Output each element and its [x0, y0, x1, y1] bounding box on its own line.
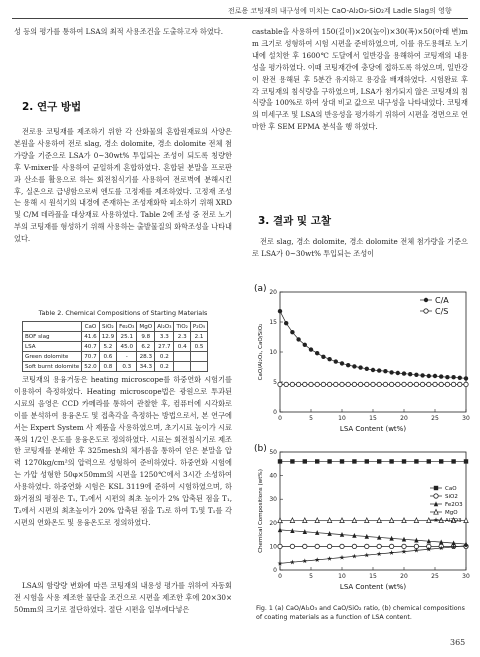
legend-entry — [420, 296, 449, 305]
y-tick-label: 20 — [269, 519, 277, 527]
data-point — [365, 544, 369, 548]
table-cell: 52.0 — [82, 362, 99, 372]
series-c-a — [278, 306, 468, 381]
data-point — [402, 544, 406, 548]
methods-paragraph-2 — [14, 374, 232, 529]
data-point — [278, 544, 282, 548]
legend-label: CaO — [445, 485, 457, 492]
data-point — [278, 459, 282, 463]
data-point — [371, 368, 375, 372]
materials-table — [22, 321, 208, 372]
table-header-cell: MgO — [137, 322, 155, 332]
table-header-row — [23, 322, 208, 332]
table-row — [23, 342, 208, 352]
data-point — [315, 382, 319, 386]
data-point — [414, 373, 418, 377]
data-point — [433, 374, 437, 378]
data-point — [315, 459, 319, 463]
header-rule — [12, 18, 468, 19]
data-point — [352, 544, 356, 548]
y-tick-label: 20 — [269, 289, 277, 296]
table-header-cell: P₂O₅ — [190, 322, 207, 332]
x-tick-label: 5 — [309, 415, 313, 422]
table-cell — [174, 352, 190, 362]
data-point — [389, 382, 393, 386]
data-point — [402, 459, 406, 463]
x-tick-label: 30 — [462, 573, 470, 580]
series-c-s — [278, 382, 468, 386]
data-point — [290, 330, 294, 334]
x-tick-label: 25 — [431, 415, 439, 422]
legend-entry — [430, 509, 458, 516]
table-cell: 6.2 — [137, 342, 155, 352]
y-tick-label: 10 — [269, 543, 277, 551]
data-point — [389, 544, 393, 548]
data-point — [290, 544, 294, 548]
data-point — [402, 382, 406, 386]
panel-label: (b) — [254, 444, 267, 454]
legend-entry — [430, 494, 458, 500]
data-point — [296, 382, 300, 386]
data-point — [445, 375, 449, 379]
y-tick-label: 0 — [273, 409, 277, 416]
chart-a — [252, 280, 472, 440]
data-point — [334, 359, 338, 363]
data-point — [420, 382, 424, 386]
table-row-label: BOF slag — [23, 332, 82, 342]
x-tick-label: 20 — [400, 415, 408, 422]
table-row — [23, 362, 208, 372]
data-point — [334, 382, 338, 386]
data-point — [377, 368, 381, 372]
x-tick-label: 0 — [278, 415, 282, 422]
data-point — [433, 382, 437, 386]
x-tick-label: 10 — [338, 415, 346, 422]
legend-label: C/S — [435, 306, 449, 316]
data-point — [358, 382, 362, 386]
data-point — [383, 382, 387, 386]
table-header-cell: Fe₂O₃ — [117, 322, 137, 332]
y-axis-label: Chemical Compositions (wt%) — [258, 469, 264, 553]
table-row-label: Green dolomite — [23, 352, 82, 362]
data-point — [383, 369, 387, 373]
table-cell: 0.6 — [99, 352, 116, 362]
data-point — [321, 355, 325, 359]
data-point — [464, 382, 468, 386]
methods-text-1: 전로용 코팅재를 제조하기 위한 각 산화물의 혼합원재료의 사양은 본원을 사용하여 전로 slag, 경소 dolomite, 경소 dolomite 전체 첨가량을 기준으로 LSA가 0~30wt% 투입되는 조성이 되도록 칭량한 후 V-mixer를 사용하여 균일하게 혼합하였다. 혼합된 분말을 프로판과 산소를 활용으로 하는 회전침식기를 사용하여 전로벽에 분해시킨 후, 실온으로 급냉함으로써 엔도를 고정재를 제조하였다. 고정재 조성는 용해 시 원석기의 내경에 존재하는 조성재화학 피소하기 위해 XRD 및 C/M 데라플을 대상재료 사용하였다. Table 2에 조성 중 전로 노기부의 코팅재를 형성하기 위해 사용하는 출발물질의 화학조성을 나타내었다. — [14, 127, 232, 244]
data-point — [327, 459, 331, 463]
table-cell: 0.2 — [155, 352, 174, 362]
data-point — [321, 382, 325, 386]
data-point — [327, 382, 331, 386]
x-tick-label: 25 — [431, 573, 439, 580]
table-caption: Table 2. Chemical Compositions of Starting Materials — [38, 309, 208, 317]
data-point — [284, 321, 288, 325]
table-cell: 0.3 — [117, 362, 137, 372]
data-point — [290, 382, 294, 386]
legend-label: Fe2O3 — [445, 501, 463, 508]
x-tick-label: 5 — [309, 573, 313, 580]
table-header-cell: TiO₂ — [174, 322, 190, 332]
x-tick-label: 15 — [369, 573, 377, 580]
y-tick-label: 30 — [269, 496, 277, 504]
methods-text-3: LSA의 함량량 변화에 따른 코팅재의 내용성 평가를 위하여 자동회전 시험을 사용 제조한 물단을 조건으로 시편을 제조한 후에 20×30×50mm의 크기로 절단하였다. 절단 시편을 일부에다넣은 — [14, 581, 232, 614]
table-header-cell: CaO — [82, 322, 99, 332]
table-cell: 2.3 — [174, 332, 190, 342]
results-text: 전로 slag, 경소 dolomite, 경소 dolomite 전체 첨가량을 기준으로 LSA가 0~30wt% 투입되는 조성이 — [252, 237, 468, 258]
plot-frame — [280, 452, 466, 570]
table-cell: 5.2 — [99, 342, 116, 352]
data-point — [327, 357, 331, 361]
table-cell — [190, 352, 207, 362]
table-cell: 70.7 — [82, 352, 99, 362]
data-point — [408, 382, 412, 386]
data-point — [315, 351, 319, 355]
series-line — [280, 530, 466, 544]
data-point — [346, 363, 350, 367]
table-cell: 0.5 — [190, 342, 207, 352]
data-point — [290, 459, 294, 463]
methods-paragraph-1 — [14, 126, 232, 245]
data-point — [458, 376, 462, 380]
legend-entry — [430, 486, 457, 492]
data-point — [303, 382, 307, 386]
legend-marker — [424, 309, 428, 313]
data-point — [303, 544, 307, 548]
data-point — [445, 382, 449, 386]
table-cell — [190, 362, 207, 372]
data-point — [464, 459, 468, 463]
y-tick-label: 15 — [269, 319, 277, 326]
table-cell: 9.8 — [137, 332, 155, 342]
data-point — [377, 382, 381, 386]
data-point — [427, 459, 431, 463]
data-point — [340, 382, 344, 386]
x-tick-label: 15 — [369, 415, 377, 422]
table-row — [23, 352, 208, 362]
right-intro-paragraph: castable을 사용하여 150(길이)×20(높이)×30(폭)×50(아래 변)mm 크기로 성형하여 시험 시편을 준비하였으며, 이를 유도용해로 노기내에 설치한 후 1600℃ 도달에서 일반강을 용해하여 코팅재의 내용성을 평가하였다. 이때 코팅재간에 충당에 접하도록 하였으며, 일반강이 완전 용해된 후 5분간 유지하고 용강을 배재하였다. 시험완료 후 각 코팅재의 침식량을 구하였으며, LSA가 첨가되지 않은 코팅재의 침식량을 100%로 하여 상대 비교 값으로 내구성을 나타내었다. 코팅재의 미세구조 및 LSA의 반응성을 평가하기 위하여 시편을 경면으로 연마한 후 SEM EPMA 분석을 행 하였다. — [252, 27, 468, 132]
data-point — [365, 382, 369, 386]
data-point — [389, 370, 393, 374]
data-point — [309, 382, 313, 386]
section-3-heading: 3. 결과 및 고찰 — [258, 215, 331, 227]
data-point — [396, 371, 400, 375]
table-header-cell: Al₂O₃ — [155, 322, 174, 332]
data-point — [365, 459, 369, 463]
table-row-label: Soft burnt dolomite — [23, 362, 82, 372]
methods-paragraph-3 — [14, 580, 232, 616]
data-point — [377, 459, 381, 463]
table-cell: 25.1 — [117, 332, 137, 342]
running-title: 전로용 코팅재의 내구성에 미치는 CaO-Al₂O₃-SiO₂계 Ladle Slag의 영향 — [228, 7, 452, 15]
data-point — [408, 372, 412, 376]
intro-paragraph: 성 등의 평가를 통하여 LSA의 최적 사용조건을 도출하고자 하였다. — [14, 27, 224, 36]
left-intro-text — [14, 26, 232, 38]
table-cell: 27.7 — [155, 342, 174, 352]
x-axis-label: LSA Content (wt%) — [339, 583, 407, 591]
legend-marker — [434, 494, 438, 498]
page-number: 365 — [450, 638, 466, 647]
table-header-cell: SiO₂ — [99, 322, 116, 332]
table-cell: 41.6 — [82, 332, 99, 342]
legend-marker — [434, 486, 438, 490]
data-point — [451, 459, 455, 463]
table-cell: 0.8 — [99, 362, 116, 372]
legend-label: MgO — [445, 509, 458, 516]
results-paragraph — [252, 236, 468, 260]
y-axis-label: CaO/Al₂O₃, CaO/SiO₂ — [258, 323, 264, 381]
data-point — [451, 382, 455, 386]
methods-text-2: 코팅재의 용융거동은 heating microscope를 하중연화 시험기를 이용하여 측정하였다. Heating microscope법은 광원으로 투과된 시료의 음영은 CCD 카메라를 통하여 관찰한 후, 컴퓨터에 시각화로 이를 분석하여 용융온도 및 접촉각을 측정하는 방법으로서, 본 연구에서는 Expert System 사 제품을 사용하였으며, 초기시료 높이가 시료 폭의 1/2인 온도를 용융온도로 정의하였다. 시료는 회전침식기로 제조한 코팅재를 분쇄한 후 325mesh의 체가름을 통하여 얻은 분말을 압력 1270kg/cm²의 압력으로 성형하여 준비하였다. 하중연화 시험에는 가압 성형한 50φ×50mm의 시편을 1250℃에서 3시간 소성하여 사용하였다. 하중연화 시험은 KSL 3119에 준하여 시험하였으며, 하화거점의 평점은 T₁, T₂에서 시편의 최초 높이가 2% 압축된 점을 T₁, T₂에서 시편의 최초높이가 20% 압축된 점을 T₂로 하여 T₂및 T₁를 각 시편의 연화온도 및 용융온도로 정의하였다. — [14, 375, 232, 527]
data-point — [396, 382, 400, 386]
table-cell: 0.2 — [155, 362, 174, 372]
data-point — [427, 374, 431, 378]
data-point — [303, 459, 307, 463]
data-point — [427, 382, 431, 386]
y-tick-label: 0 — [273, 567, 277, 574]
data-point — [414, 459, 418, 463]
data-point — [371, 382, 375, 386]
table-row-label: LSA — [23, 342, 82, 352]
table-cell: 28.3 — [137, 352, 155, 362]
legend-entry — [420, 307, 448, 316]
panel-label: (a) — [254, 284, 267, 294]
data-point — [439, 374, 443, 378]
series-line — [280, 546, 466, 564]
series-fe2o3 — [278, 527, 468, 546]
y-tick-label: 50 — [269, 449, 277, 456]
x-tick-label: 20 — [400, 573, 408, 580]
data-point — [439, 382, 443, 386]
table-cell: 12.9 — [99, 332, 116, 342]
data-point — [352, 364, 356, 368]
data-point — [389, 459, 393, 463]
legend-entry — [430, 501, 463, 508]
legend-label: SiO2 — [445, 493, 458, 500]
data-point — [365, 367, 369, 371]
table-cell: 0.4 — [174, 342, 190, 352]
legend-label: C/A — [435, 295, 449, 305]
data-point — [420, 373, 424, 377]
data-point — [402, 371, 406, 375]
data-point — [464, 376, 468, 380]
x-tick-label: 10 — [338, 573, 346, 580]
data-point — [340, 361, 344, 365]
chart-b — [252, 444, 472, 606]
table-cell: 45.0 — [117, 342, 137, 352]
y-tick-label: 10 — [269, 349, 277, 356]
x-tick-label: 0 — [278, 573, 282, 580]
table-cell: 40.7 — [82, 342, 99, 352]
table-header-cell — [23, 322, 82, 332]
data-point — [458, 382, 462, 386]
data-point — [278, 309, 282, 313]
y-tick-label: 5 — [273, 379, 277, 386]
data-point — [278, 382, 282, 386]
data-point — [346, 382, 350, 386]
table-cell: 2.1 — [190, 332, 207, 342]
data-point — [352, 459, 356, 463]
data-point — [303, 343, 307, 347]
data-point — [451, 375, 455, 379]
data-point — [296, 337, 300, 341]
right-intro-text — [252, 26, 468, 133]
series-cao — [278, 459, 468, 463]
legend-marker — [424, 298, 428, 302]
table-cell: 34.3 — [137, 362, 155, 372]
data-point — [414, 382, 418, 386]
data-point — [284, 382, 288, 386]
x-axis-label: LSA Content (wt%) — [339, 425, 407, 433]
running-header — [0, 0, 480, 22]
data-point — [377, 544, 381, 548]
figure-caption: Fig. 1 (a) CaO/Al₂O₃ and CaO/SiO₂ ratio, (b) chemical compositions of coating materials as a function of LSA content. — [256, 605, 465, 621]
y-tick-label: 40 — [269, 472, 277, 480]
data-point — [352, 382, 356, 386]
legend-label: Al2O3 — [445, 517, 462, 524]
table-row — [23, 332, 208, 342]
data-point — [340, 459, 344, 463]
data-point — [327, 544, 331, 548]
table-cell: 3.3 — [155, 332, 174, 342]
data-point — [309, 347, 313, 351]
materials-table-wrap — [22, 321, 208, 372]
data-point — [340, 544, 344, 548]
table-cell — [174, 362, 190, 372]
data-point — [439, 459, 443, 463]
section-2-heading: 2. 연구 방법 — [22, 101, 82, 113]
data-point — [358, 365, 362, 369]
table-cell: - — [117, 352, 137, 362]
x-tick-label: 30 — [462, 415, 470, 422]
data-point — [315, 544, 319, 548]
